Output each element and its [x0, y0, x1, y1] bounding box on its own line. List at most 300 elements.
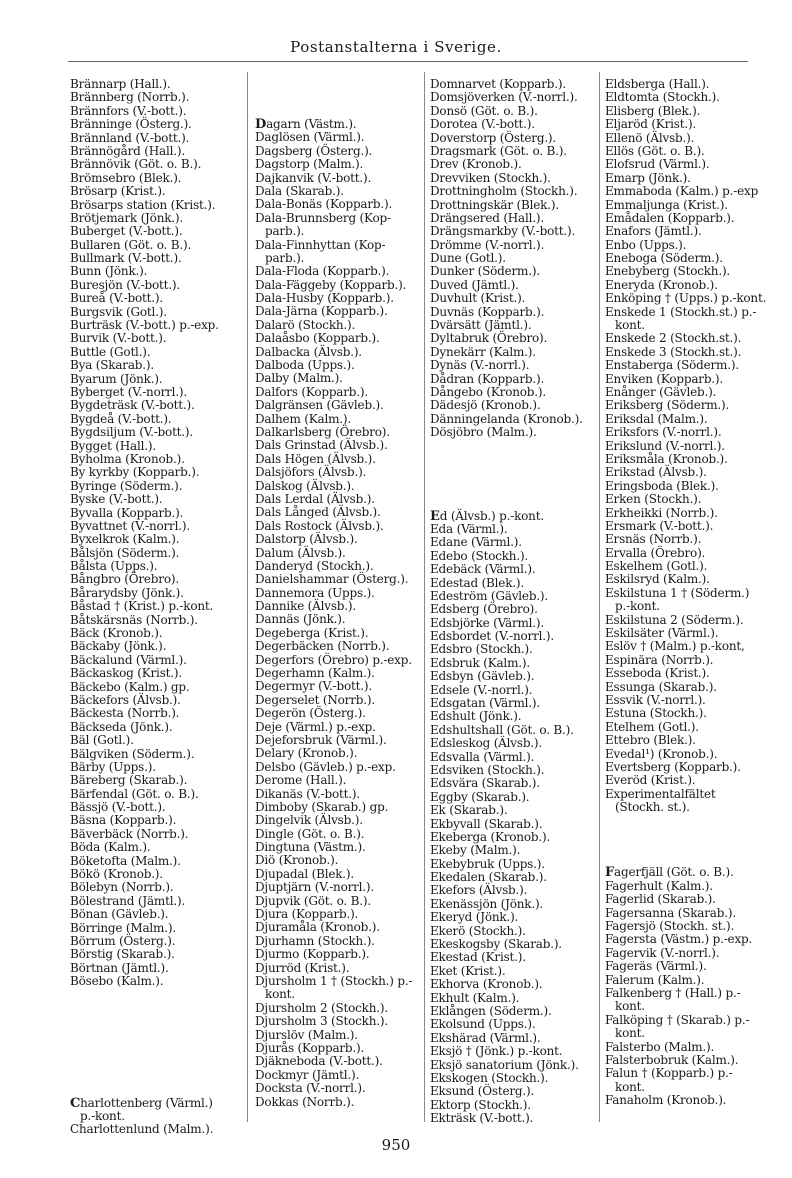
list-item: Dyltabruk (Örebro). — [430, 331, 548, 346]
list-item: Drottningskär (Blek.). — [430, 197, 559, 212]
list-item: Erikstad (Älvsb.). — [605, 465, 707, 480]
list-item: Byholma (Kronob.). — [70, 451, 185, 466]
column-divider — [247, 72, 248, 1122]
list-item: Eriksdal (Malm.). — [605, 411, 708, 426]
list-item: Enskede 1 (Stockh.st.) p.- — [605, 304, 757, 319]
list-item: Drev (Kronob.). — [430, 157, 522, 172]
list-item: Bäl (Gotl.). — [70, 733, 134, 748]
list-item: Fanaholm (Kronob.). — [605, 1093, 727, 1108]
list-item: Bäsna (Kopparb.). — [70, 813, 177, 828]
list-item: Bya (Skarab.). — [70, 358, 154, 373]
list-item: Ekbyvall (Skarab.). — [430, 816, 543, 831]
list-item: Brännberg (Norrb.). — [70, 90, 190, 105]
list-item: Ettebro (Blek.). — [605, 733, 696, 748]
list-item: Edsbruk (Kalm.). — [430, 655, 530, 670]
list-item: Edshultshall (Göt. o. B.). — [430, 722, 574, 737]
column-2 — [255, 78, 418, 1109]
list-item: Ekshärad (Värml.). — [430, 1030, 541, 1045]
list-item: Edsberg (Örebro). — [430, 602, 538, 617]
list-item: Dingle (Göt. o. B.). — [255, 826, 365, 841]
list-item: Falerum (Kalm.). — [605, 972, 705, 987]
list-item: Dalstorp (Älvsb.). — [255, 532, 358, 547]
header-rule — [68, 61, 748, 62]
list-item: Dannike (Älvsb.). — [255, 599, 356, 614]
list-item: Bygdsiljum (V.-bott.). — [70, 425, 194, 440]
list-item: Bureå (V.-bott.). — [70, 291, 163, 306]
list-item: Dals Högen (Älvsb.). — [255, 451, 376, 466]
list-item: Dångebo (Kronob.). — [430, 384, 546, 399]
list-item: Degermyr (V.-bott.). — [255, 679, 372, 694]
list-item: kont. — [615, 1026, 645, 1041]
list-item: Bäckalund (Värml.). — [70, 652, 187, 667]
list-item: Edeström (Gävleb.). — [430, 588, 549, 603]
list-item: Ellös (Göt. o. B.). — [605, 143, 705, 158]
list-item: Dynekärr (Kalm.). — [430, 344, 536, 359]
list-item: Bäckebo (Kalm.) gp. — [70, 679, 190, 694]
list-item: Fageräs (Värml.). — [605, 959, 707, 974]
list-item: Edsgatan (Värml.). — [430, 696, 541, 711]
list-item: Bunn (Jönk.). — [70, 264, 148, 279]
list-item: Burgsvik (Gotl.). — [70, 304, 167, 319]
list-item: Bälgviken (Söderm.). — [70, 746, 195, 761]
list-item: Ekträsk (V.-bott.). — [430, 1111, 534, 1126]
entry-text: d (Älvsb.) p.-kont. — [439, 508, 544, 523]
list-item: Bullmark (V.-bott.). — [70, 251, 182, 266]
list-item: Brösarps station (Krist.). — [70, 197, 216, 212]
list-item — [430, 510, 595, 523]
list-item: Båstad † (Krist.) p.-kont. — [70, 599, 214, 614]
list-item: Eket (Krist.). — [430, 963, 506, 978]
list-item: Djura (Kopparb.). — [255, 907, 359, 922]
list-item: Eringsboda (Blek.). — [605, 478, 719, 493]
list-item: Dalby (Malm.). — [255, 371, 343, 386]
list-item: Fagersta (Västm.) p.-exp. — [605, 932, 753, 947]
list-item: Dala-Bonäs (Kopparb.). — [255, 197, 393, 212]
list-item: Everöd (Krist.). — [605, 773, 696, 788]
list-item: Byvattnet (V.-norrl.). — [70, 518, 190, 533]
list-item: Byske (V.-bott.). — [70, 492, 163, 507]
list-item: Bäckesta (Norrb.). — [70, 706, 180, 721]
list-item: Dvärsätt (Jämtl.). — [430, 318, 532, 333]
list-item: Eda (Värml.). — [430, 521, 508, 536]
list-item: Erken (Stockh.). — [605, 492, 702, 507]
list-item — [605, 866, 775, 879]
page-number: 950 — [381, 1136, 411, 1154]
list-item: Enebyberg (Stockh.). — [605, 264, 731, 279]
list-item: Brännland (V.-bott.). — [70, 130, 190, 145]
list-item: parb.). — [265, 224, 305, 239]
page-title: Postanstalterna i Sverige. — [290, 38, 502, 56]
list-item: Dalboda (Upps.). — [255, 358, 355, 373]
list-item: Byvalla (Kopparb.). — [70, 505, 184, 520]
list-item: Edsbro (Stockh.). — [430, 642, 533, 657]
list-item: Dösjöbro (Malm.). — [430, 425, 537, 440]
list-item: By kyrkby (Kopparb.). — [70, 465, 200, 480]
list-item: Fagerhult (Kalm.). — [605, 878, 713, 893]
list-item: Emådalen (Kopparb.). — [605, 210, 735, 225]
list-item: Brännarp (Hall.). — [70, 77, 171, 91]
list-item: Bygget (Hall.). — [70, 438, 156, 453]
list-item: Ekolsund (Upps.). — [430, 1017, 536, 1032]
list-item: Edsvalla (Värml.). — [430, 749, 535, 764]
list-item: Dalaåsbo (Kopparb.). — [255, 331, 380, 346]
list-item: Estuna (Stockh.). — [605, 706, 707, 721]
list-item: Böda (Kalm.). — [70, 840, 151, 855]
list-item: Essvik (V.-norrl.). — [605, 692, 706, 707]
list-item: Ekskogen (Stockh.). — [430, 1070, 549, 1085]
list-item: Bäckaskog (Krist.). — [70, 666, 182, 681]
list-item: Bölestrand (Jämtl.). — [70, 893, 186, 908]
list-item: Ekeby (Malm.). — [430, 843, 521, 858]
list-item: Eriksberg (Söderm.). — [605, 398, 730, 413]
list-item: Dala (Skarab.). — [255, 183, 344, 198]
list-item: Börtnan (Jämtl.). — [70, 960, 169, 975]
list-item: Dala-Järna (Kopparb.). — [255, 304, 388, 319]
list-item: Falun † (Kopparb.) p.- — [605, 1066, 733, 1081]
list-item: Enafors (Jämtl.). — [605, 224, 702, 239]
list-item: Diö (Kronob.). — [255, 853, 339, 868]
list-item: Bäck (Kronob.). — [70, 626, 163, 641]
list-item: Eriksfors (V.-norrl.). — [605, 425, 722, 440]
list-item: Dals Grinstad (Älvsb.). — [255, 438, 388, 453]
list-item: Evertsberg (Kopparb.). — [605, 759, 741, 774]
entry-text: harlottenberg (Värml.) — [80, 1095, 213, 1110]
list-item: Eskilstuna 1 † (Söderm.) — [605, 585, 750, 600]
list-item: Ekeberga (Kronob.). — [430, 829, 551, 844]
list-item: Dorotea (V.-bott.). — [430, 117, 535, 132]
list-item: Dalhem (Kalm.). — [255, 411, 351, 426]
list-item: Eskelhem (Gotl.). — [605, 559, 708, 574]
section-initial: C — [70, 1095, 81, 1111]
list-item: Eksjö sanatorium (Jönk.). — [430, 1057, 579, 1072]
column-divider — [424, 72, 425, 1122]
list-item: Brännfors (V.-bott.). — [70, 103, 187, 118]
list-item: Edshult (Jönk.). — [430, 709, 522, 724]
list-item: Drängsmarkby (V.-bott.). — [430, 224, 576, 239]
list-item: Djurhamn (Stockh.). — [255, 933, 375, 948]
list-item: Edsvära (Skarab.). — [430, 776, 540, 791]
list-item: Enviken (Kopparb.). — [605, 371, 724, 386]
list-item: Bökö (Kronob.). — [70, 867, 163, 882]
list-item: Bösebo (Kalm.). — [70, 974, 164, 989]
list-item: Evedal¹) (Kronob.). — [605, 746, 718, 761]
list-item: Edebo (Stockh.). — [430, 548, 529, 563]
list-item: Fagervik (V.-norrl.). — [605, 945, 720, 960]
list-item: Djursholm 3 (Stockh.). — [255, 1014, 388, 1029]
list-item: Dals Lerdal (Älvsb.). — [255, 491, 375, 506]
list-item: Falsterbo (Malm.). — [605, 1039, 715, 1054]
list-item: Brötjemark (Jönk.). — [70, 210, 184, 225]
list-item: Eggby (Skarab.). — [430, 789, 530, 804]
list-item: Eslöv † (Malm.) p.-kont, — [605, 639, 745, 654]
list-item: Ellenö (Älvsb.). — [605, 130, 695, 145]
list-item: Drevviken (Stockh.). — [430, 170, 551, 185]
list-item: Dune (Gotl.). — [430, 251, 506, 266]
list-item: Dalfors (Kopparb.). — [255, 384, 368, 399]
list-item: Burträsk (V.-bott.) p.-exp. — [70, 318, 219, 333]
list-item: Dala-Fäggeby (Kopparb.). — [255, 277, 407, 292]
list-item: Bäreberg (Skarab.). — [70, 773, 188, 788]
list-item: Dikanäs (V.-bott.). — [255, 786, 360, 801]
list-item: Ekebybruk (Upps.). — [430, 856, 545, 871]
list-item: Derome (Hall.). — [255, 773, 347, 788]
list-item: Djupadal (Blek.). — [255, 866, 355, 881]
list-item: Edsbordet (V.-norrl.). — [430, 629, 554, 644]
list-item: Erkheikki (Norrb.). — [605, 505, 718, 520]
list-item: Dalgränsen (Gävleb.). — [255, 398, 384, 413]
list-item: Burvik (V.-bott.). — [70, 331, 167, 346]
list-item: Ersnäs (Norrb.). — [605, 532, 702, 547]
list-item: Eldsberga (Hall.). — [605, 77, 710, 91]
list-item: Degerbäcken (Norrb.). — [255, 639, 390, 654]
list-item: Bålsta (Upps.). — [70, 559, 158, 574]
section-initial: D — [255, 117, 267, 132]
list-item: Byringe (Söderm.). — [70, 478, 183, 493]
list-item: Djuptjärn (V.-norrl.). — [255, 880, 375, 895]
list-item: Degerselet (Norrb.). — [255, 692, 375, 707]
list-item: Delary (Kronob.). — [255, 746, 358, 761]
list-item: Ekestad (Krist.). — [430, 950, 526, 965]
list-item: Dingtuna (Västm.). — [255, 840, 366, 855]
list-item: Deje (Värml.) p.-exp. — [255, 719, 376, 734]
list-item: Bärby (Upps.). — [70, 759, 156, 774]
list-item: Eksund (Österg.). — [430, 1084, 535, 1099]
list-item: Dynäs (V.-norrl.). — [430, 358, 530, 373]
list-item: Edsbyn (Gävleb.). — [430, 669, 535, 684]
list-item: Bullaren (Göt. o. B.). — [70, 237, 192, 252]
list-item: Degerhamn (Kalm.). — [255, 666, 375, 681]
list-item: Byarum (Jönk.). — [70, 371, 163, 386]
list-item: Bönan (Gävleb.). — [70, 907, 169, 922]
list-item — [70, 1097, 240, 1110]
list-item: Dalarö (Stockh.). — [255, 317, 356, 332]
list-item: Bårarydsby (Jönk.). — [70, 585, 184, 600]
list-item: Bålsjön (Söderm.). — [70, 545, 180, 560]
list-item: Edsbjörke (Värml.). — [430, 615, 545, 630]
list-item: Ekeryd (Jönk.). — [430, 910, 519, 925]
list-item: p.-kont. — [615, 599, 660, 614]
list-item: Eljaröd (Krist.). — [605, 117, 697, 132]
list-item: Fagerlid (Skarab.). — [605, 892, 716, 907]
list-item: Ekhorva (Kronob.). — [430, 977, 543, 992]
list-item: Dals Rostock (Älvsb.). — [255, 518, 384, 533]
list-item: Bölebyn (Norrb.). — [70, 880, 174, 895]
list-item: Experimentalfältet — [605, 786, 716, 801]
list-item: Drottningholm (Stockh.). — [430, 184, 578, 199]
list-item: Drängsered (Hall.). — [430, 210, 545, 225]
list-item: Duvhult (Krist.). — [430, 291, 526, 306]
list-item: Elofsrud (Värml.). — [605, 157, 710, 172]
list-item: Falköping † (Skarab.) p.- — [605, 1012, 750, 1027]
list-item: Bäverbäck (Norrb.). — [70, 826, 189, 841]
list-item: Eklången (Söderm.). — [430, 1004, 552, 1018]
list-item: Erikslund (V.-norrl.). — [605, 438, 725, 453]
list-item: kont. — [265, 987, 295, 1002]
list-item: Elisberg (Blek.). — [605, 103, 701, 118]
list-item: Dala-Finnhyttan (Kop- — [255, 237, 386, 252]
list-item: kont. — [615, 1079, 645, 1094]
list-item: Esseboda (Krist.). — [605, 666, 710, 681]
list-item: Edebäck (Värml.). — [430, 562, 536, 577]
list-item: Dalum (Älvsb.). — [255, 545, 346, 560]
list-item: Bärfendal (Göt. o. B.). — [70, 786, 199, 801]
list-item: Ervalla (Örebro). — [605, 545, 706, 560]
list-item: Edsleskog (Älvsb.). — [430, 736, 543, 751]
list-item: Ekefors (Älvsb.). — [430, 883, 528, 898]
list-item: Donsö (Göt. o. B.). — [430, 103, 538, 118]
column-3 — [430, 78, 595, 1126]
list-item: Emmaboda (Kalm.) p.-exp — [605, 184, 759, 199]
entry-text: agerfjäll (Göt. o. B.). — [614, 865, 734, 880]
list-item: Drömme (V.-norrl.). — [430, 237, 545, 252]
list-item: parb.). — [265, 250, 305, 265]
list-item: Daglösen (Värml.). — [255, 130, 365, 145]
list-item: Bäckaby (Jönk.). — [70, 639, 167, 654]
list-item: Danderyd (Stockh.). — [255, 558, 374, 573]
list-item: Ersmark (V.-bott.). — [605, 518, 714, 533]
list-item: Dragsmark (Göt. o. B.). — [430, 143, 567, 158]
list-item: Domnarvet (Kopparb.). — [430, 77, 566, 91]
list-item: Dådran (Kopparb.). — [430, 371, 545, 386]
list-item: Fagersjö (Stockh. st.). — [605, 919, 735, 934]
list-item: Eskilsäter (Värml.). — [605, 626, 719, 641]
list-item: Buberget (V.-bott.). — [70, 224, 183, 239]
list-item: Ekeskogsby (Skarab.). — [430, 937, 562, 952]
list-item: Doverstorp (Österg.). — [430, 130, 557, 145]
list-item: Essunga (Skarab.). — [605, 679, 717, 694]
list-item: Bäckefors (Älvsb.). — [70, 692, 181, 707]
list-item: Byxelkrok (Kalm.). — [70, 532, 180, 547]
list-item: Buresjön (V.-bott.). — [70, 277, 181, 292]
column-1 — [70, 78, 240, 1137]
list-item: Eriksmåla (Kronob.). — [605, 451, 728, 466]
list-item: Edsviken (Stockh.). — [430, 762, 545, 777]
list-item: Bångbro (Örebro). — [70, 572, 179, 587]
list-item: Dannäs (Jönk.). — [255, 612, 346, 627]
list-item: Djuramåla (Kronob.). — [255, 920, 380, 935]
list-item: Docksta (V.-norrl.). — [255, 1081, 366, 1096]
list-item: Emmaljunga (Krist.). — [605, 197, 728, 212]
list-item: Dagsberg (Österg.). — [255, 143, 373, 158]
list-item: Enånger (Gävleb.). — [605, 384, 717, 399]
list-item: Ekerö (Stockh.). — [430, 923, 526, 938]
column-divider — [599, 72, 600, 1122]
list-item: Eksjö † (Jönk.) p.-kont. — [430, 1044, 563, 1059]
list-item: Dimboby (Skarab.) gp. — [255, 799, 389, 814]
list-item: Djäkneboda (V.-bott.). — [255, 1054, 383, 1069]
list-item: Djursholm 2 (Stockh.). — [255, 1000, 388, 1015]
list-item: Dalskog (Älvsb.). — [255, 478, 355, 493]
list-item: Djurmo (Kopparb.). — [255, 947, 370, 962]
list-item: Dajkanvik (V.-bott.). — [255, 170, 372, 185]
list-item: Eldtomta (Stockh.). — [605, 90, 720, 105]
list-item: Dockmyr (Jämtl.). — [255, 1067, 360, 1082]
list-item: Byberget (V.-norrl.). — [70, 384, 188, 399]
section-initial: E — [430, 508, 440, 524]
list-item: Espinära (Norrb.). — [605, 652, 714, 667]
list-item — [255, 118, 418, 131]
list-item: Ekhult (Kalm.). — [430, 990, 520, 1005]
list-item: Börringe (Malm.). — [70, 920, 176, 935]
list-item: Djurås (Kopparb.). — [255, 1040, 365, 1055]
list-item: Duved (Jämtl.). — [430, 277, 519, 292]
list-item: Dänningelanda (Kronob.). — [430, 411, 583, 426]
list-item: Duvnäs (Kopparb.). — [430, 304, 545, 319]
list-item: Domsjöverken (V.-norrl.). — [430, 90, 578, 105]
list-item: Enskede 2 (Stockh.st.). — [605, 331, 742, 346]
list-item: Edane (Värml.). — [430, 535, 522, 550]
list-item: kont. — [615, 318, 645, 333]
section-initial: F — [605, 865, 615, 881]
list-item: Dagstorp (Malm.). — [255, 157, 364, 172]
list-item: Bäckseda (Jönk.). — [70, 719, 173, 734]
list-item: Bygdeå (V.-bott.). — [70, 411, 172, 426]
list-item: Brömsebro (Blek.). — [70, 170, 182, 185]
list-item: kont. — [615, 999, 645, 1014]
list-item: Degeberga (Krist.). — [255, 625, 369, 640]
list-item: Brännövik (Göt. o. B.). — [70, 157, 202, 172]
list-item: Danielshammar (Österg.). — [255, 572, 409, 587]
list-item: Fagersanna (Skarab.). — [605, 905, 736, 920]
list-item: Enstaberga (Söderm.). — [605, 358, 739, 373]
list-item: Dala-Floda (Kopparb.). — [255, 264, 390, 279]
list-item: Eneryda (Kronob.). — [605, 277, 718, 292]
list-item: Brännögård (Hall.). — [70, 143, 185, 158]
list-item: Eneboga (Söderm.). — [605, 251, 723, 266]
list-item: Falsterbobruk (Kalm.). — [605, 1052, 739, 1067]
list-item: Dingelvik (Älvsb.). — [255, 813, 363, 828]
list-item: Dunker (Söderm.). — [430, 264, 540, 279]
list-item: Edsele (V.-norrl.). — [430, 682, 533, 697]
list-item: Etelhem (Gotl.). — [605, 719, 699, 734]
list-item: Djursholm 1 † (Stockh.) p.- — [255, 974, 413, 988]
list-item: Dalsjöfors (Älvsb.). — [255, 465, 367, 480]
list-item: Degerön (Österg.). — [255, 706, 366, 721]
list-item: Börstig (Skarab.). — [70, 947, 175, 962]
list-item: Dala-Brunnsberg (Kop- — [255, 210, 391, 225]
list-item: Brösarp (Krist.). — [70, 184, 166, 199]
list-item: Börrum (Österg.). — [70, 934, 176, 948]
list-item: Båtskärsnäs (Norrb.). — [70, 612, 198, 627]
list-item: Dädesjö (Kronob.). — [430, 398, 541, 413]
list-item: Eskilsryd (Kalm.). — [605, 572, 710, 587]
list-item: Degerfors (Örebro) p.-exp. — [255, 652, 412, 667]
list-item: Bygdeträsk (V.-bott.). — [70, 398, 195, 413]
list-item: Ekenässjön (Jönk.). — [430, 896, 544, 911]
list-item: Djurröd (Krist.). — [255, 960, 350, 975]
list-item: Eskilstuna 2 (Söderm.). — [605, 612, 744, 627]
list-item: Djupvik (Göt. o. B.). — [255, 893, 371, 908]
list-item: Ektorp (Stockh.). — [430, 1097, 531, 1112]
list-item: Böketofta (Malm.). — [70, 853, 181, 868]
list-item: Falkenberg † (Hall.) p.- — [605, 986, 741, 1000]
list-item: Enskede 3 (Stockh.st.). — [605, 344, 742, 359]
list-item: Dals Långed (Älvsb.). — [255, 505, 381, 520]
list-item: Dala-Husby (Kopparb.). — [255, 291, 394, 306]
list-item: Enköping † (Upps.) p.-kont. — [605, 291, 767, 306]
list-item: Ek (Skarab.). — [430, 803, 508, 818]
list-item: Djurslöv (Malm.). — [255, 1027, 358, 1042]
list-item: Bränninge (Österg.). — [70, 117, 192, 132]
list-item: Charlottenlund (Malm.). — [70, 1122, 214, 1137]
entry-text: agarn (Västm.). — [266, 117, 357, 131]
list-item: Ekedalen (Skarab.). — [430, 870, 547, 885]
list-item: Buttle (Gotl.). — [70, 344, 151, 359]
column-4 — [605, 78, 775, 1108]
list-item: Emarp (Jönk.). — [605, 170, 691, 185]
list-item: Delsbo (Gävleb.) p.-exp. — [255, 759, 396, 774]
list-item: Edestad (Blek.). — [430, 575, 524, 590]
